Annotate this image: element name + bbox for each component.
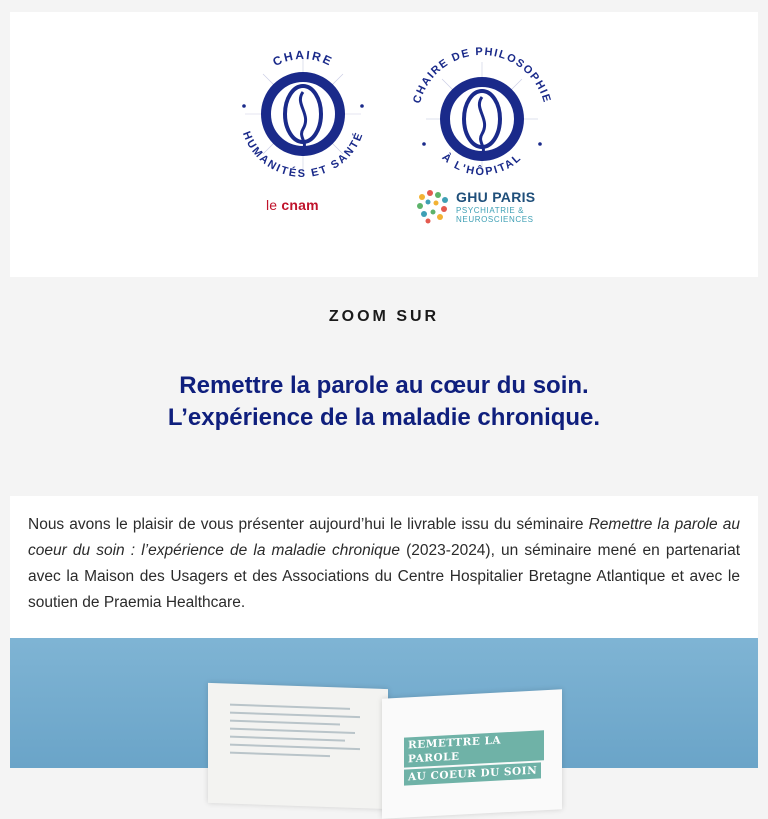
booklet-title-line2: AU COEUR DU SOIN (404, 762, 541, 785)
chaire-philosophie-logo (400, 34, 565, 204)
ghu-sub-line1: PSYCHIATRIE & (456, 206, 525, 215)
ghu-dots-icon (414, 187, 454, 227)
headline-line2: L’expérience de la maladie chronique. (167, 404, 601, 431)
intro-paragraph (28, 512, 740, 616)
cnam-bold: cnam (281, 197, 319, 213)
intro-part2: (2023-2024), un séminaire mené en partenariat avec la Maison des Usagers et des Associations du Centre Hospitalier Bretagne Atlantique et avec le soutien de Praemia Healthcare. (28, 542, 740, 611)
cnam-logo (266, 197, 319, 213)
ghu-subtitle (456, 206, 534, 224)
logo2-arc-bottom: À L'HÔPITAL (439, 151, 525, 179)
logo1-arc-top: CHAIRE (270, 47, 336, 70)
ghu-sub-line2: NEUROSCIENCES (456, 215, 534, 224)
intro-seminar-title: Remettre la parole au coeur du soin : l’expérience de la maladie chronique (28, 516, 740, 559)
logo2-arc-top: CHAIRE DE PHILOSOPHIE (411, 45, 553, 105)
booklet-left-page (208, 683, 388, 809)
ghu-paris-logo (414, 187, 554, 229)
headline-line1: Remettre la parole au cœur du soin. (179, 372, 589, 399)
logo1-arc-bottom: HUMANITÉS ET SANTÉ (239, 129, 367, 181)
logos-banner (10, 12, 758, 277)
cnam-prefix: le (266, 197, 282, 213)
ghu-name: GHU PARIS (456, 189, 536, 205)
section-label: ZOOM SUR (328, 308, 440, 325)
booklet-title-line1: REMETTRE LA PAROLE (404, 730, 544, 767)
intro-card (10, 496, 758, 638)
headline (0, 370, 768, 434)
booklet-title (404, 730, 544, 787)
booklet-photo (10, 638, 758, 784)
chaire-humanites-sante-logo (228, 34, 378, 204)
booklet-right-page (382, 689, 562, 818)
intro-part1: Nous avons le plaisir de vous présenter aujourd’hui le livrable issu du séminaire (28, 516, 589, 533)
